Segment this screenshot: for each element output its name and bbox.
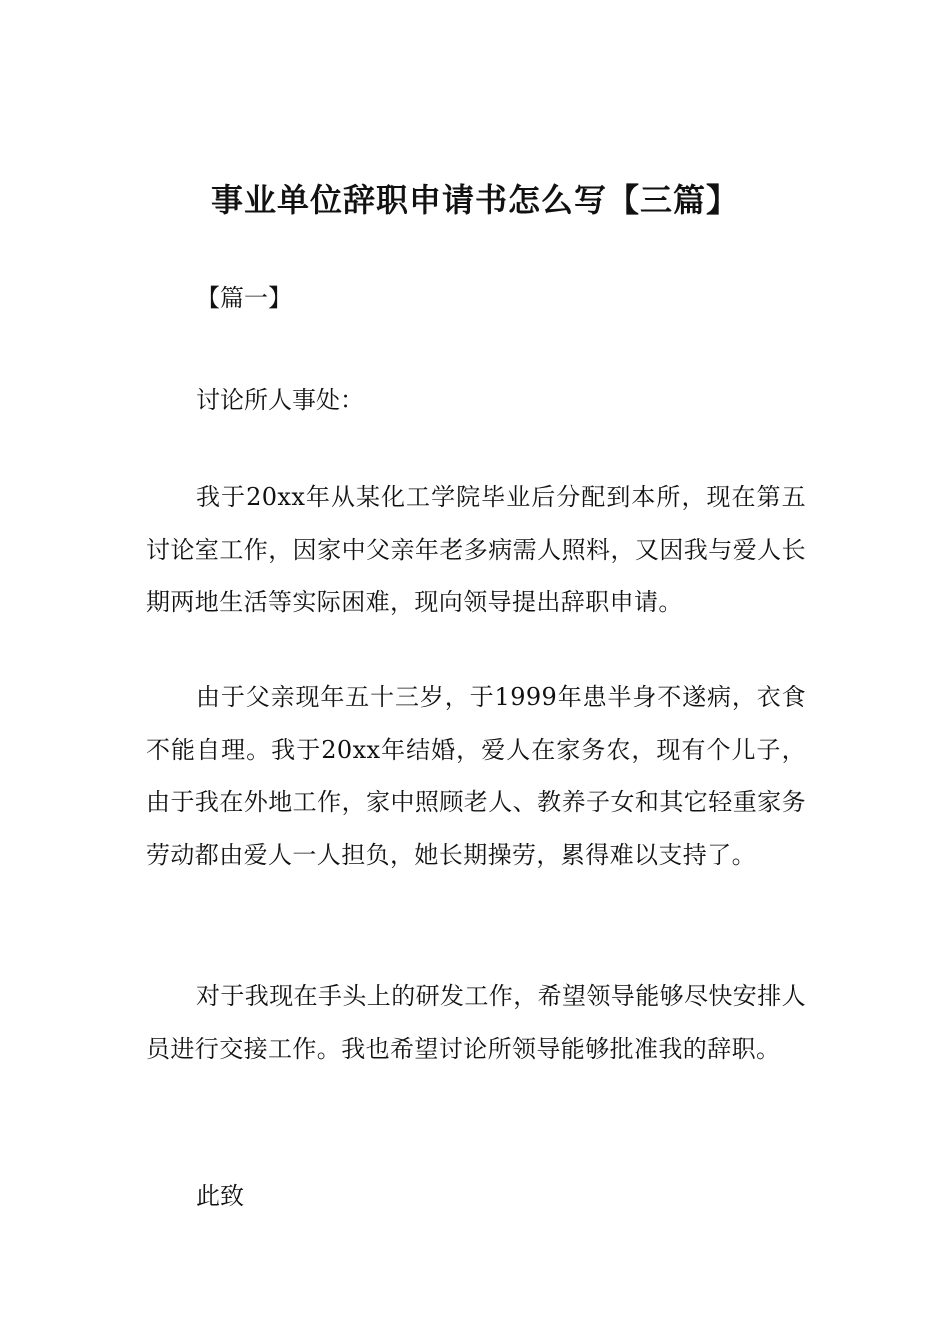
paragraph-3: 对于我现在手头上的研发工作，希望领导能够尽快安排人员进行交接工作。我也希望讨论所领导能够批准我的辞职。 bbox=[146, 982, 806, 1063]
paragraph-1: 我于20xx年从某化工学院毕业后分配到本所，现在第五讨论室工作，因家中父亲年老多病需人照料，又因我与爱人长期两地生活等实际困难，现向领导提出辞职申请。 bbox=[146, 483, 806, 616]
document-title: 事业单位辞职申请书怎么写【三篇】 bbox=[210, 181, 739, 219]
closing: 此致 bbox=[196, 1182, 244, 1210]
section-label: 【篇一】 bbox=[196, 284, 292, 312]
salutation: 讨论所人事处： bbox=[196, 386, 364, 414]
paragraph-2: 由于父亲现年五十三岁，于1999年患半身不遂病，衣食不能自理。我于20xx年结婚，爱人在家务农，现有个儿子，由于我在外地工作，家中照顾老人、教养子女和其它轻重家务劳动都由爱人一人担负，她长期操劳，累得难以支持了。 bbox=[146, 683, 806, 869]
